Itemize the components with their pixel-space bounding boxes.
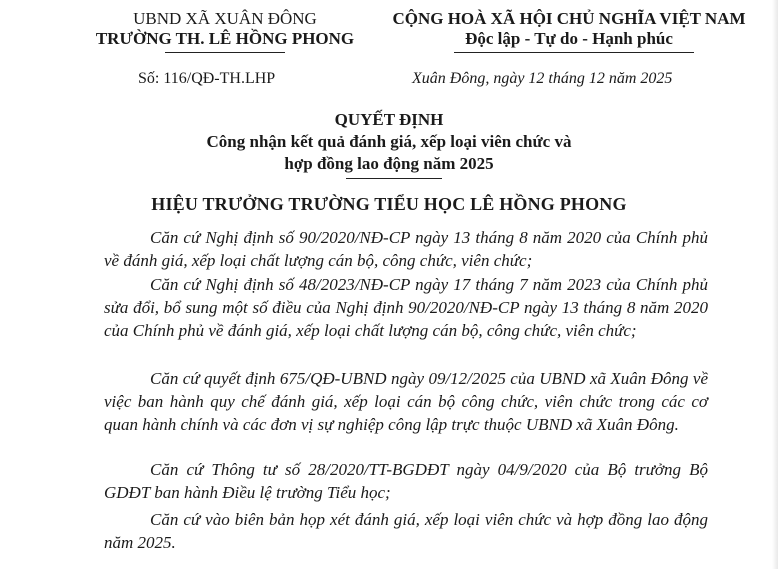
document-subtitle-line1: Công nhận kết quả đánh giá, xếp loại viên chức và [206, 132, 572, 151]
agency-name: UBND XÃ XUÂN ĐÔNG [133, 9, 317, 28]
national-motto: Độc lập - Tự do - Hạnh phúc [465, 29, 673, 48]
legal-basis-paragraph: Căn cứ Nghị định số 48/2023/NĐ-CP ngày 17 tháng 7 năm 2023 của Chính phủ sửa đổi, bổ sung một số điều của Nghị định 90/2020/NĐ-CP ngày 13 tháng 8 năm 2020 của Chính phủ về đánh giá, xếp loại chất lượng cán bộ, công chức, viên chức; [104, 275, 708, 340]
motto-underline [454, 52, 694, 53]
document-subtitle-line2: hợp đồng lao động năm 2025 [284, 154, 494, 173]
agency-underline [165, 52, 285, 53]
document-number: Số: 116/QĐ-TH.LHP [138, 70, 276, 87]
place-and-date: Xuân Đông, ngày 12 tháng 12 năm 2025 [412, 70, 673, 87]
document-title: QUYẾT ĐỊNH [334, 110, 444, 129]
school-name: TRƯỜNG TH. LÊ HỒNG PHONG [95, 29, 355, 48]
national-name: CỘNG HOÀ XÃ HỘI CHỦ NGHĨA VIỆT NAM [392, 9, 746, 28]
page-edge-shadow [772, 0, 778, 569]
issuing-authority: HIỆU TRƯỞNG TRƯỜNG TIỂU HỌC LÊ HỒNG PHONG [151, 194, 627, 214]
legal-basis-paragraph: Căn cứ quyết định 675/QĐ-UBND ngày 09/12/2025 của UBND xã Xuân Đông về việc ban hành quy chế đánh giá, xếp loại cán bộ công chức, viên chức trong các cơ quan hành chính và các đơn vị sự nghiệp công lập trực thuộc UBND xã Xuân Đông. [104, 369, 708, 434]
legal-basis-paragraph: Căn cứ vào biên bản họp xét đánh giá, xếp loại viên chức và hợp đồng lao động năm 2025. [104, 510, 708, 552]
legal-basis-paragraph: Căn cứ Thông tư số 28/2020/TT-BGDĐT ngày 04/9/2020 của Bộ trưởng Bộ GDĐT ban hành Điều lệ trường Tiểu học; [104, 460, 708, 502]
title-underline [346, 178, 442, 179]
legal-basis-paragraph: Căn cứ Nghị định số 90/2020/NĐ-CP ngày 13 tháng 8 năm 2020 của Chính phủ về đánh giá, xếp loại chất lượng cán bộ, công chức, viên chức; [104, 228, 708, 270]
